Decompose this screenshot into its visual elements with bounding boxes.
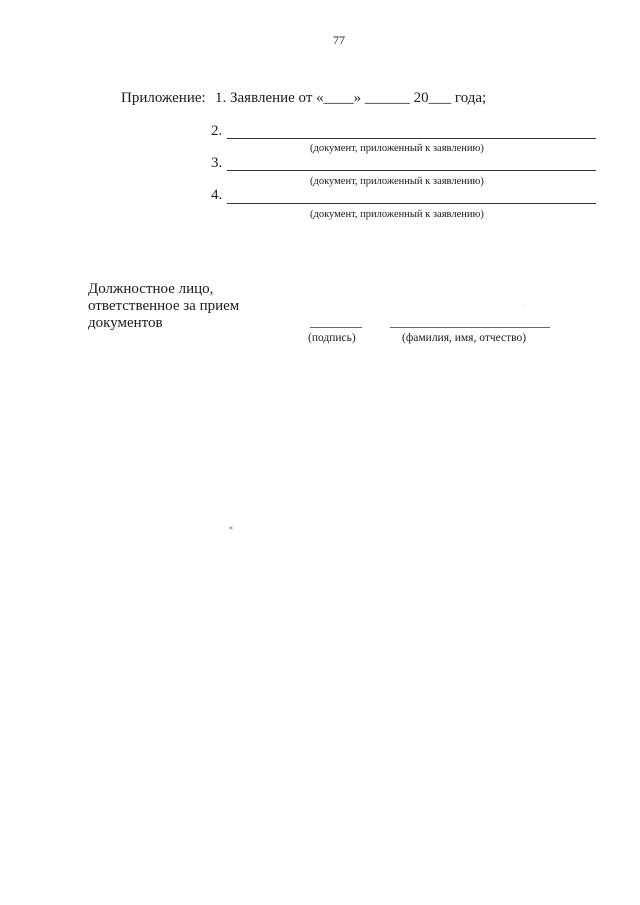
attachment-item-2-number: 2. (211, 123, 223, 139)
stray-mark: « (229, 523, 233, 532)
page-number: 77 (333, 33, 345, 47)
signature-line (310, 327, 362, 328)
scan-speck: · (522, 303, 524, 309)
attachment-item-3-number: 3. (211, 155, 223, 171)
attachment-item-2-line (227, 138, 596, 139)
name-caption: (фамилия, имя, отчество) (402, 332, 527, 344)
signature-caption: (подпись) (308, 332, 356, 344)
official-title: Должностное лицо, ответственное за прием документов (88, 281, 240, 331)
name-line (390, 327, 550, 328)
attachment-item-3-line (227, 170, 596, 171)
attachment-item-4-caption: (документ, приложенный к заявлению) (310, 209, 484, 220)
attachment-label: Приложение: (121, 90, 206, 106)
attachment-item-4-line (227, 203, 596, 204)
attachment-item-4-number: 4. (211, 187, 223, 203)
attachment-item-3-caption: (документ, приложенный к заявлению) (310, 176, 484, 187)
attachment-item-2-caption: (документ, приложенный к заявлению) (310, 143, 484, 154)
attachment-item-1: 1. Заявление от «____» ______ 20___ года; (215, 90, 487, 106)
